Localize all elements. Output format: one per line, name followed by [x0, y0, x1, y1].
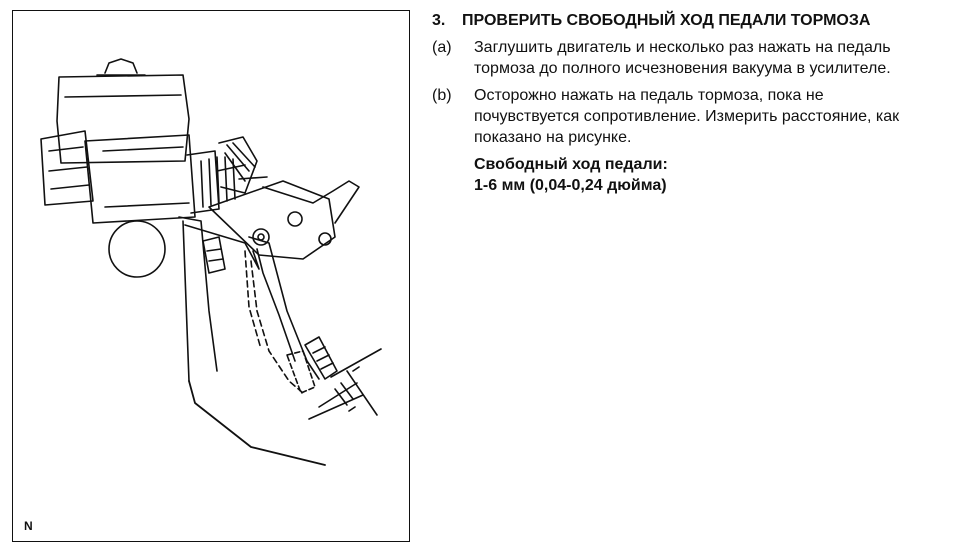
spec-label: Свободный ход педали: — [474, 156, 668, 173]
section-number: 3. — [432, 12, 446, 29]
section-title: ПРОВЕРИТЬ СВОБОДНЫЙ ХОД ПЕДАЛИ ТОРМОЗА — [462, 12, 871, 29]
instructions-column — [432, 10, 952, 196]
step-marker: (b) — [432, 87, 452, 104]
spec-value: 1-6 мм (0,04-0,24 дюйма) — [474, 177, 667, 194]
step-text: Осторожно нажать на педаль тормоза, пока не почувствуется сопротивление. Измерить расстояние, как показано на рисунке. — [474, 87, 900, 146]
brake-pedal-figure — [12, 10, 410, 542]
step-text: Заглушить двигатель и несколько раз нажать на педаль тормоза до полного исчезновения вакуума в усилителе. — [474, 39, 891, 77]
section-heading — [432, 10, 952, 31]
step-b — [432, 85, 952, 148]
figure-code-label: N — [24, 519, 33, 533]
brake-pedal-illustration — [13, 11, 409, 541]
step-marker: (a) — [432, 39, 452, 56]
spec-block — [474, 154, 952, 196]
step-a — [432, 37, 952, 79]
